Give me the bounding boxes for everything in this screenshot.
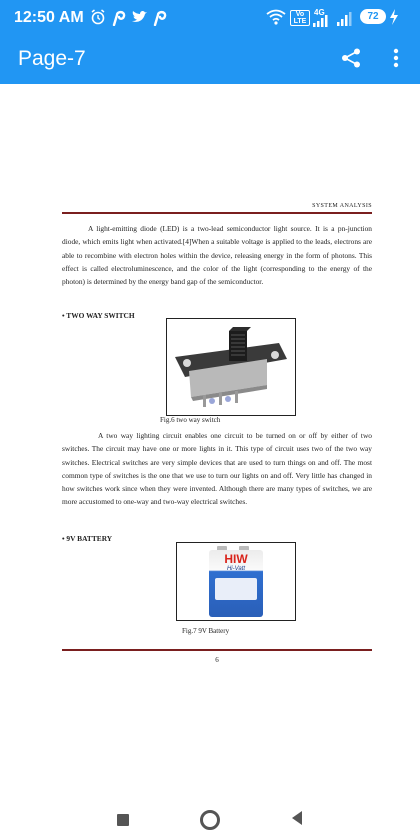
page-title: Page-7	[18, 47, 86, 70]
wifi-icon	[266, 9, 286, 30]
pinterest-icon	[111, 8, 127, 31]
battery-figure	[176, 542, 296, 621]
back-icon	[290, 810, 304, 831]
more-options-button[interactable]	[380, 44, 412, 76]
document-page	[0, 84, 420, 800]
section-heading-two-way-switch: • TWO WAY SWITCH	[62, 311, 135, 320]
share-icon	[340, 47, 362, 74]
app-bar	[0, 36, 420, 84]
home-icon	[200, 810, 220, 830]
status-bar	[0, 0, 420, 36]
network-type: 4G	[314, 8, 325, 17]
switch-paragraph: A two way lighting circuit enables one circuit to be turned on or off by either of two switches. The circuit may have one or more lights in it. This type of circuit uses two of the two way switches. Electrical switches are very simple devices that are used to turn things on and off. The most common type of switches is the one that we use to turn our lights on and off. Very little has changed in how switches work since when they were invented. Although there are many types of switches, we are more accustomed to one-way and two-way electrical switches.	[62, 431, 372, 507]
charging-icon	[389, 9, 399, 30]
signal-icon	[312, 14, 332, 32]
battery-brand: HIW	[224, 552, 248, 566]
running-header: SYSTEM ANALYSIS	[312, 203, 372, 209]
battery-subbrand: Hi-Vatt	[226, 566, 246, 572]
share-button[interactable]	[335, 44, 367, 76]
fig6-caption: Fig.6 two way switch	[160, 416, 221, 424]
battery-icon	[360, 9, 386, 24]
document-viewer[interactable]	[0, 84, 420, 800]
pinterest-icon	[152, 8, 168, 31]
two-way-switch-image	[167, 319, 295, 415]
alarm-icon	[90, 9, 106, 30]
battery-level: 72	[367, 11, 379, 22]
header-rule	[62, 212, 372, 214]
section-heading-9v-battery: • 9V BATTERY	[62, 534, 113, 543]
led-paragraph: A light-emitting diode (LED) is a two-lead semiconductor light source. It is a pn-junction diode, which emits light when activated.[4]When a suitable voltage is applied to the leads, electrons are able to recombine with electron holes within the device, releasing energy in the form of photons. This effect is called electroluminescence, and the color of the light (corresponding to the energy of the photon) is determined by the energy band gap of the semiconductor.	[62, 224, 372, 287]
page-number: 6	[215, 656, 219, 664]
two-way-switch-figure	[166, 318, 296, 416]
home-button[interactable]	[198, 808, 222, 832]
signal-icon	[336, 12, 354, 31]
more-vert-icon	[393, 48, 399, 73]
twitter-icon	[131, 10, 148, 29]
system-nav-bar	[0, 800, 420, 840]
recents-button[interactable]	[111, 808, 135, 832]
footer-rule	[62, 649, 372, 651]
back-button[interactable]	[285, 808, 309, 832]
recents-icon	[117, 814, 129, 826]
fig7-caption: Fig.7 9V Battery	[182, 627, 230, 635]
battery-image	[209, 546, 263, 617]
volte-badge: Vo LTE	[290, 10, 310, 26]
status-time: 12:50 AM	[14, 9, 84, 26]
